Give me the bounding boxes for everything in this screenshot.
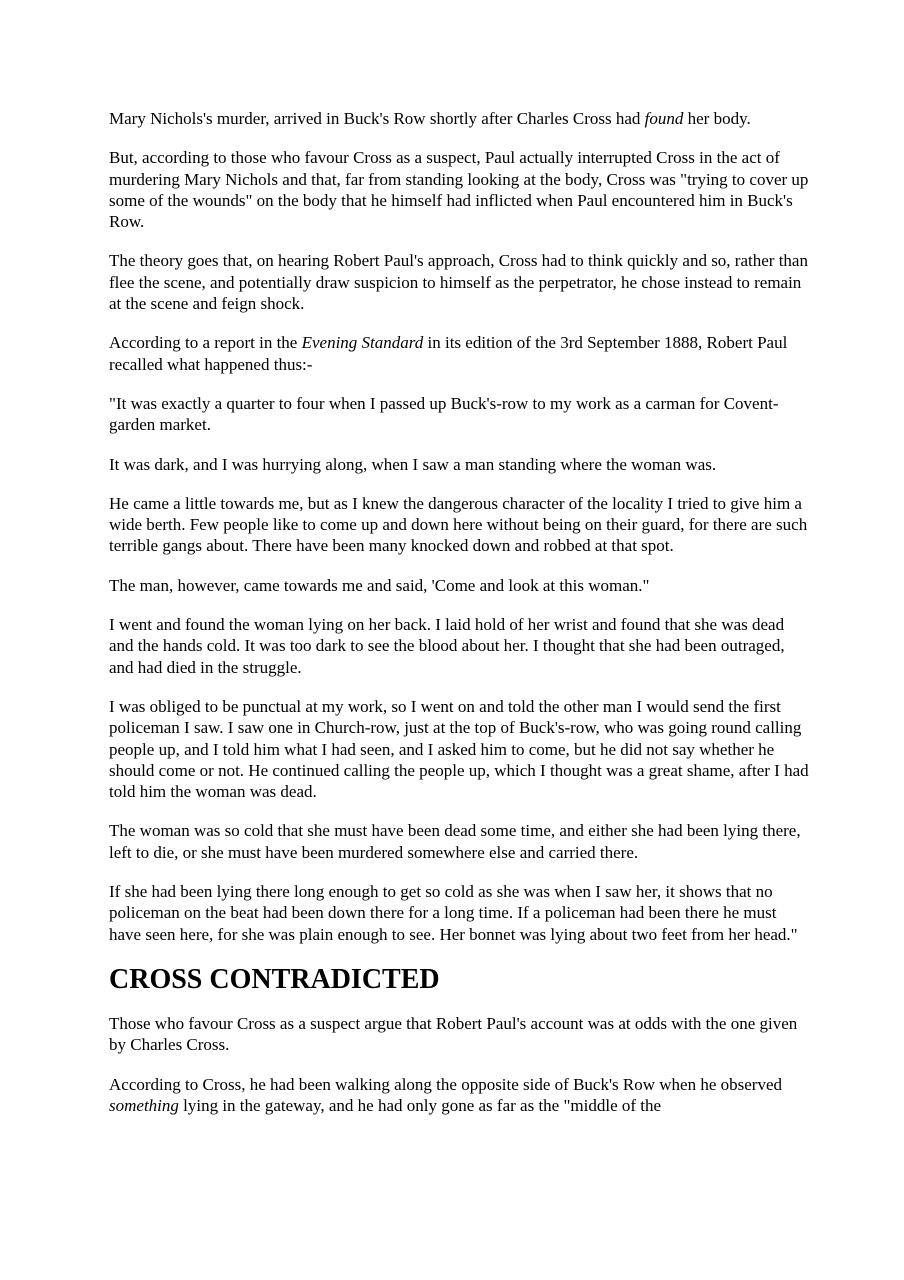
paragraph: Those who favour Cross as a suspect argue that Robert Paul's account was at odds with the one given by Charles Cross. xyxy=(109,1013,798,1055)
emphasis: something xyxy=(109,1095,179,1115)
quote-paragraph: "It was exactly a quarter to four when I passed up Buck's-row to my work as a carman for Covent-garden market. xyxy=(109,393,779,435)
document-page xyxy=(109,108,809,1134)
quote-paragraph: If she had been lying there long enough to get so cold as she was when I saw her, it shows that no policeman on the beat had been down there for a long time. If a policeman had been there he must have seen here, for she was plain enough to see. Her bonnet was lying about two feet from her head." xyxy=(109,882,798,944)
paragraph: According to Cross, he had been walking along the opposite side of Buck's Row when he observed something lying in the gateway, and he had only gone as far as the "middle of the xyxy=(109,1074,783,1115)
section-heading: CROSS CONTRADICTED xyxy=(109,963,440,995)
quote-paragraph: The man, however, came towards me and said, 'Come and look at this woman." xyxy=(109,575,650,595)
quote-paragraph: He came a little towards me, but as I knew the dangerous character of the locality I tried to give him a wide berth. Few people like to come up and down here without being on their guard, for there are such terrible gangs about. There have been many knocked down and robbed at that spot. xyxy=(109,493,808,556)
paragraph: But, according to those who favour Cross as a suspect, Paul actually interrupted Cross in the act of murdering Mary Nichols and that, far from standing looking at the body, Cross was "trying to cover up some of the wounds" on the body that he himself had inflicted when Paul encountered him in Buck's Row. xyxy=(109,148,809,232)
paragraph: According to a report in the Evening Standard in its edition of the 3rd September 1888, Robert Paul recalled what happened thus:- xyxy=(109,333,788,374)
quote-paragraph: The woman was so cold that she must have been dead some time, and either she had been lying there, left to die, or she must have been murdered somewhere else and carried there. xyxy=(109,821,801,862)
emphasis: found xyxy=(644,109,684,128)
quote-paragraph: It was dark, and I was hurrying along, when I saw a man standing where the woman was. xyxy=(109,454,717,474)
paragraph: The theory goes that, on hearing Robert Paul's approach, Cross had to think quickly and so, rather than flee the scene, and potentially draw suspicion to himself as the perpetrator, he chose instead to remain at the scene and feign shock. xyxy=(109,251,808,314)
paragraph: Mary Nichols's murder, arrived in Buck's Row shortly after Charles Cross had found her body. xyxy=(109,109,751,128)
quote-paragraph: I went and found the woman lying on her back. I laid hold of her wrist and found that she was dead and the hands cold. It was too dark to see the blood about her. I thought that she had been outraged, and had died in the struggle. xyxy=(109,615,785,677)
publication-title: Evening Standard xyxy=(301,333,424,353)
quote-paragraph: I was obliged to be punctual at my work, so I went on and told the other man I would send the first policeman I saw. I saw one in Church-row, just at the top of Buck's-row, who was going round calling people up, and I told him what I had seen, and I asked him to come, but he did not say whether he should come or not. He continued calling the people up, which I thought was a great shame, after I had told him the woman was dead. xyxy=(109,696,809,802)
